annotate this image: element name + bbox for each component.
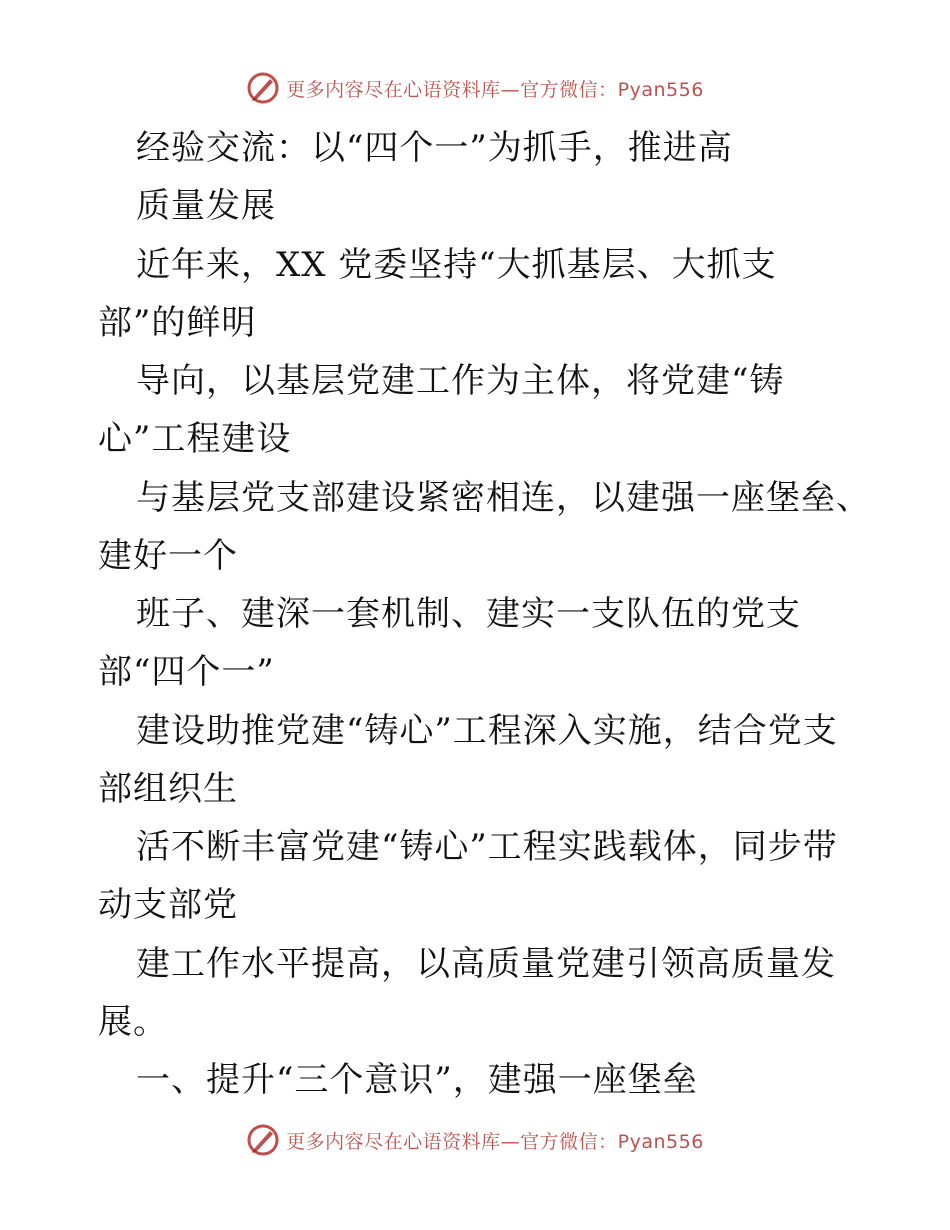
text-line: 部组织生	[98, 769, 238, 809]
text-line: 建好一个	[98, 536, 238, 576]
pen-nib-logo-icon	[246, 1123, 280, 1157]
text-line: 建设助推党建“铸心”工程深入实施，结合党支	[136, 711, 838, 751]
header-watermark-text: 更多内容尽在心语资料库—官方微信：Pyan556	[286, 78, 704, 101]
text-line: 动支部党	[98, 885, 238, 925]
text-line: 心”工程建设	[98, 419, 292, 459]
text-line: 与基层党支部建设紧密相连，以建强一座堡垒、	[136, 478, 871, 518]
text-line: 展。	[98, 1002, 168, 1042]
text-line: 部“四个一”	[98, 652, 275, 692]
header-watermark-content	[246, 71, 704, 105]
footer-watermark-content	[246, 1123, 704, 1157]
text-line: 经验交流：以“四个一”为抓手，推进高	[136, 128, 733, 168]
text-line: 近年来，XX 党委坚持“大抓基层、大抓支	[136, 245, 777, 285]
text-line: 导向，以基层党建工作为主体，将党建“铸	[136, 361, 785, 401]
section-heading: 一、提升“三个意识”，建强一座堡垒	[136, 1060, 698, 1100]
footer-watermark-text: 更多内容尽在心语资料库—官方微信：Pyan556	[286, 1130, 704, 1153]
text-line: 建工作水平提高，以高质量党建引领高质量发	[136, 944, 836, 984]
pen-nib-logo-icon	[246, 71, 280, 105]
text-line: 部”的鲜明	[98, 303, 257, 343]
text-line: 活不断丰富党建“铸心”工程实践载体，同步带	[136, 827, 838, 867]
header-watermark	[0, 68, 950, 108]
footer-watermark	[0, 1120, 950, 1160]
text-line: 班子、建深一套机制、建实一支队伍的党支	[136, 594, 801, 634]
text-line: 质量发展	[136, 186, 276, 226]
